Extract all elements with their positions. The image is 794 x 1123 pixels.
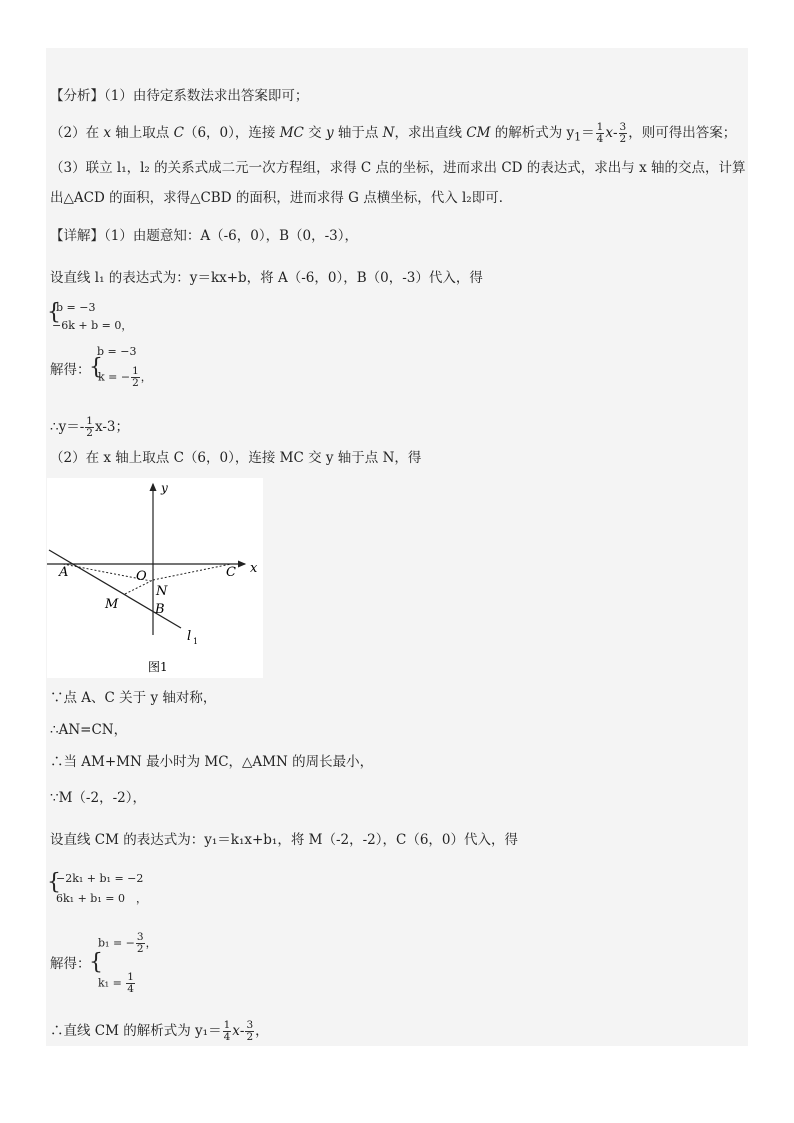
- step-s4: ∵M（-2，-2），: [50, 790, 146, 806]
- solve2-label: 解得：: [50, 956, 91, 972]
- detail-d2: 设直线 l₁ 的表达式为：y＝kx+b，将 A（-6，0），B（0，-3）代入，得: [50, 270, 483, 286]
- analysis-p3-line1: （3）联立 l₁，l₂ 的关系式成二元一次方程组，求得 C 点的坐标，进而求出 CD 的表达式，求出与 x 轴的交点，计算: [50, 160, 746, 176]
- system4-eq2: k₁ = $\frac{1}{4}$: [98, 971, 134, 996]
- analysis-p2: （2）在 x 轴上取点 C（6，0），连接 MC 交 y 轴于点 N，求出直线 CM 的解析式为 $y_1=$ $\frac{1}{4}$ x- $\frac{3}{2}$ ，则可得出答案；: [50, 121, 737, 146]
- detail-d1: 【详解】（1）由题意知：A（-6，0），B（0，-3），: [50, 228, 358, 244]
- label-N: N: [156, 584, 168, 599]
- step-s1: ∵点 A、C 关于 y 轴对称，: [50, 690, 217, 706]
- label-l1-sub: 1: [193, 637, 199, 646]
- label-y: y: [161, 481, 168, 495]
- result1: ∴y＝- $\frac{1}{2}$ x-3；: [50, 415, 129, 440]
- step-s5: 设直线 CM 的表达式为：y₁＝k₁x+b₁，将 M（-2，-2），C（6，0）代入，得: [50, 832, 519, 848]
- figure-1: [47, 478, 263, 678]
- detail-label: 【详解】: [50, 228, 104, 244]
- label-l1: l: [187, 629, 192, 644]
- system2-eq2: k = − $\frac{1}{2}$ ，: [98, 365, 152, 390]
- step-s3: ∴当 AM+MN 最小时为 MC，△AMN 的周长最小，: [50, 754, 374, 770]
- label-O: O: [136, 569, 147, 584]
- system1-eq2: −6k + b = 0，: [52, 319, 133, 332]
- solve1-label: 解得：: [50, 362, 91, 378]
- coordinate-diagram: [47, 478, 263, 678]
- label-M: M: [105, 597, 119, 612]
- brace-4: {: [89, 950, 103, 975]
- system3-eq2: 6k₁ + b₁ = 0 ，: [56, 892, 147, 905]
- figure-caption: 图1: [148, 660, 168, 674]
- system1-eq1: b = −3: [56, 301, 96, 314]
- system4-eq1: b₁ = − $\frac{3}{2}$ ，: [98, 931, 157, 956]
- final-result: ∴直线 CM 的解析式为 y₁＝ $\frac{1}{4}$ x- $\frac{3}{2}$ ，: [50, 1019, 269, 1044]
- label-C: C: [226, 565, 236, 580]
- detail-d3: （2）在 x 轴上取点 C（6，0），连接 MC 交 y 轴于点 N，得: [50, 450, 422, 466]
- system2-eq1: b = −3: [97, 345, 137, 358]
- label-A: A: [59, 565, 69, 580]
- label-x: x: [250, 561, 258, 576]
- step-s2: ∴AN=CN，: [50, 722, 128, 738]
- analysis-label: 【分析】: [50, 88, 104, 104]
- brace-2: {: [89, 355, 103, 380]
- analysis-p3-line2: 出△ACD 的面积，求得△CBD 的面积，进而求得 G 点横坐标，代入 l₂即可．: [50, 190, 513, 206]
- brace-3: {: [47, 870, 61, 895]
- label-B: B: [155, 602, 165, 617]
- analysis-p1: 【分析】（1）由待定系数法求出答案即可；: [50, 88, 309, 104]
- brace-1: {: [47, 300, 61, 325]
- system3-eq1: −2k₁ + b₁ = −2: [56, 872, 144, 885]
- segment-nc: [153, 564, 231, 580]
